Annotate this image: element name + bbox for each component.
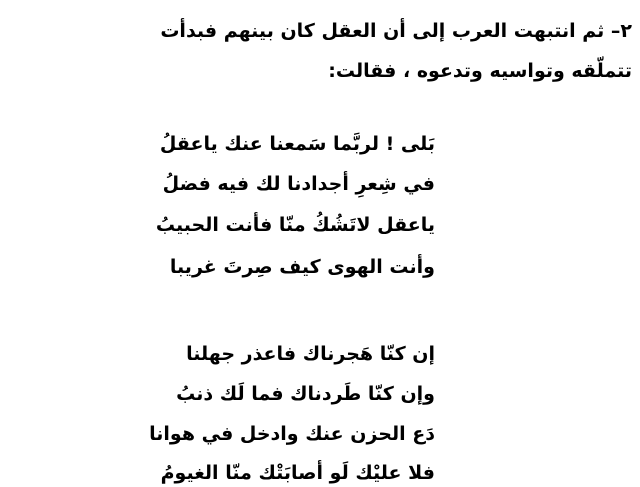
verse-line: فلا عليْك لَو أصابَتْك منّا الغيومُ: [160, 462, 435, 484]
intro-line-1: ٢– ثم انتبهت العرب إلى أن العقل كان بينهم فبدأت: [160, 20, 632, 42]
verse-line: في شِعرِ أجدادنا لك فيه فضلُ: [162, 173, 435, 195]
verse-line: ياعقل لاتَشُكُ منّا فأنت الحبيبُ: [155, 214, 435, 236]
verse-line: إن كنّا هَجرناك فاعذر جهلنا: [186, 343, 435, 365]
verse-line: وإن كنّا طَردناك فما لَك ذنبُ: [176, 383, 435, 405]
verse-line: دَع الحزن عنك وادخل في هوانا: [149, 423, 435, 445]
verse-line: وأنت الهوى كيف صِرتَ غريبا: [169, 256, 435, 278]
verse-line: بَلى ! لربَّما سَمعنا عنك ياعقلُ: [159, 133, 435, 155]
intro-line-2: تتملّقه وتواسيه وتدعوه ، فقالت:: [328, 60, 632, 82]
